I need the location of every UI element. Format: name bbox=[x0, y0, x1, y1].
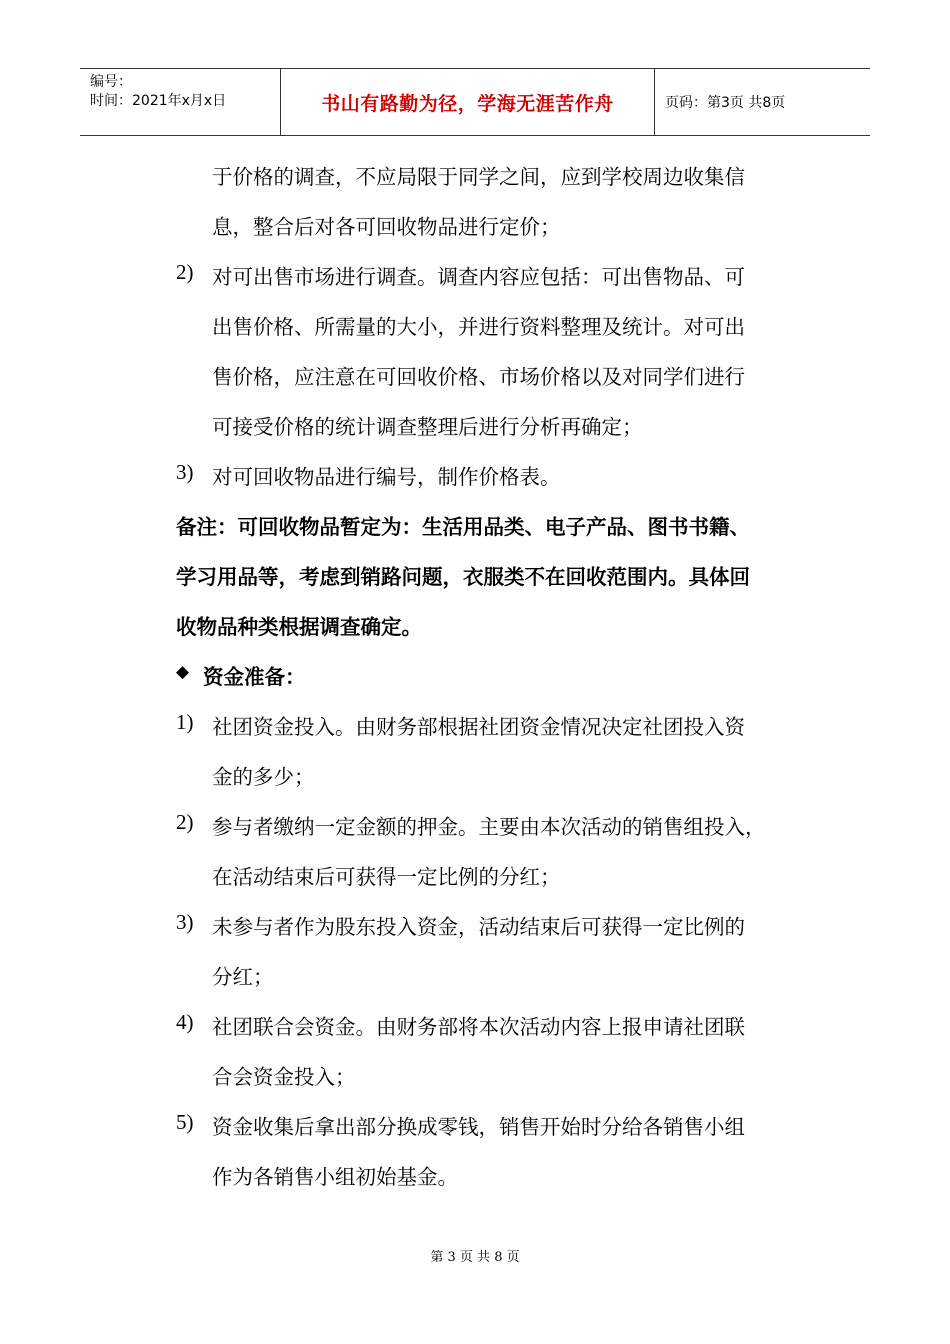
header-motto: 书山有路勤为径，学海无涯苦作舟 bbox=[281, 69, 655, 135]
text-line: 息，整合后对各可回收物品进行定价； bbox=[212, 215, 561, 239]
text-line: 在活动结束后可获得一定比例的分红； bbox=[212, 865, 561, 889]
text-line: 售价格，应注意在可回收价格、市场价格以及对同学们进行 bbox=[212, 365, 745, 389]
list-number: 5) bbox=[176, 1110, 194, 1134]
note-line: 收物品种类根据调查确定。 bbox=[176, 615, 422, 639]
note-line: 备注：可回收物品暂定为：生活用品类、电子产品、图书书籍、 bbox=[176, 515, 750, 539]
page-header bbox=[80, 68, 870, 136]
note-line: 学习用品等，考虑到销路问题，衣服类不在回收范围内。具体回 bbox=[176, 565, 750, 589]
text-line: 社团联合会资金。由财务部将本次活动内容上报申请社团联 bbox=[212, 1015, 745, 1039]
header-number-label: 编号： bbox=[90, 74, 132, 90]
list-number: 4) bbox=[176, 1010, 194, 1034]
list-number: 2) bbox=[176, 810, 194, 834]
diamond-bullet-icon: ◆ bbox=[176, 662, 190, 682]
text-line: 参与者缴纳一定金额的押金。主要由本次活动的销售组投入， bbox=[212, 815, 766, 839]
funding-title: 资金准备： bbox=[203, 665, 306, 689]
text-line: 合会资金投入； bbox=[212, 1065, 356, 1089]
text-line: 于价格的调查，不应局限于同学之间，应到学校周边收集信 bbox=[212, 165, 745, 189]
list-number: 2) bbox=[176, 260, 194, 284]
page-footer: 第 3 页 共 8 页 bbox=[430, 1250, 520, 1265]
text-line: 作为各销售小组初始基金。 bbox=[212, 1165, 458, 1189]
header-page-info: 页码：第3页 共8页 bbox=[665, 95, 786, 111]
text-line: 对可回收物品进行编号，制作价格表。 bbox=[212, 465, 561, 489]
header-meta-cell bbox=[80, 69, 281, 135]
text-line: 金的多少； bbox=[212, 765, 315, 789]
text-line: 资金收集后拿出部分换成零钱，销售开始时分给各销售小组 bbox=[212, 1115, 745, 1139]
text-line: 分红； bbox=[212, 965, 274, 989]
text-line: 未参与者作为股东投入资金，活动结束后可获得一定比例的 bbox=[212, 915, 745, 939]
text-line: 社团资金投入。由财务部根据社团资金情况决定社团投入资 bbox=[212, 715, 745, 739]
header-time-label: 时间：2021年x月x日 bbox=[90, 93, 227, 109]
text-line: 出售价格、所需量的大小，并进行资料整理及统计。对可出 bbox=[212, 315, 745, 339]
list-number: 3) bbox=[176, 460, 194, 484]
text-line: 对可出售市场进行调查。调查内容应包括：可出售物品、可 bbox=[212, 265, 745, 289]
text-line: 可接受价格的统计调查整理后进行分析再确定； bbox=[212, 415, 643, 439]
list-number: 3) bbox=[176, 910, 194, 934]
list-number: 1) bbox=[176, 710, 194, 734]
